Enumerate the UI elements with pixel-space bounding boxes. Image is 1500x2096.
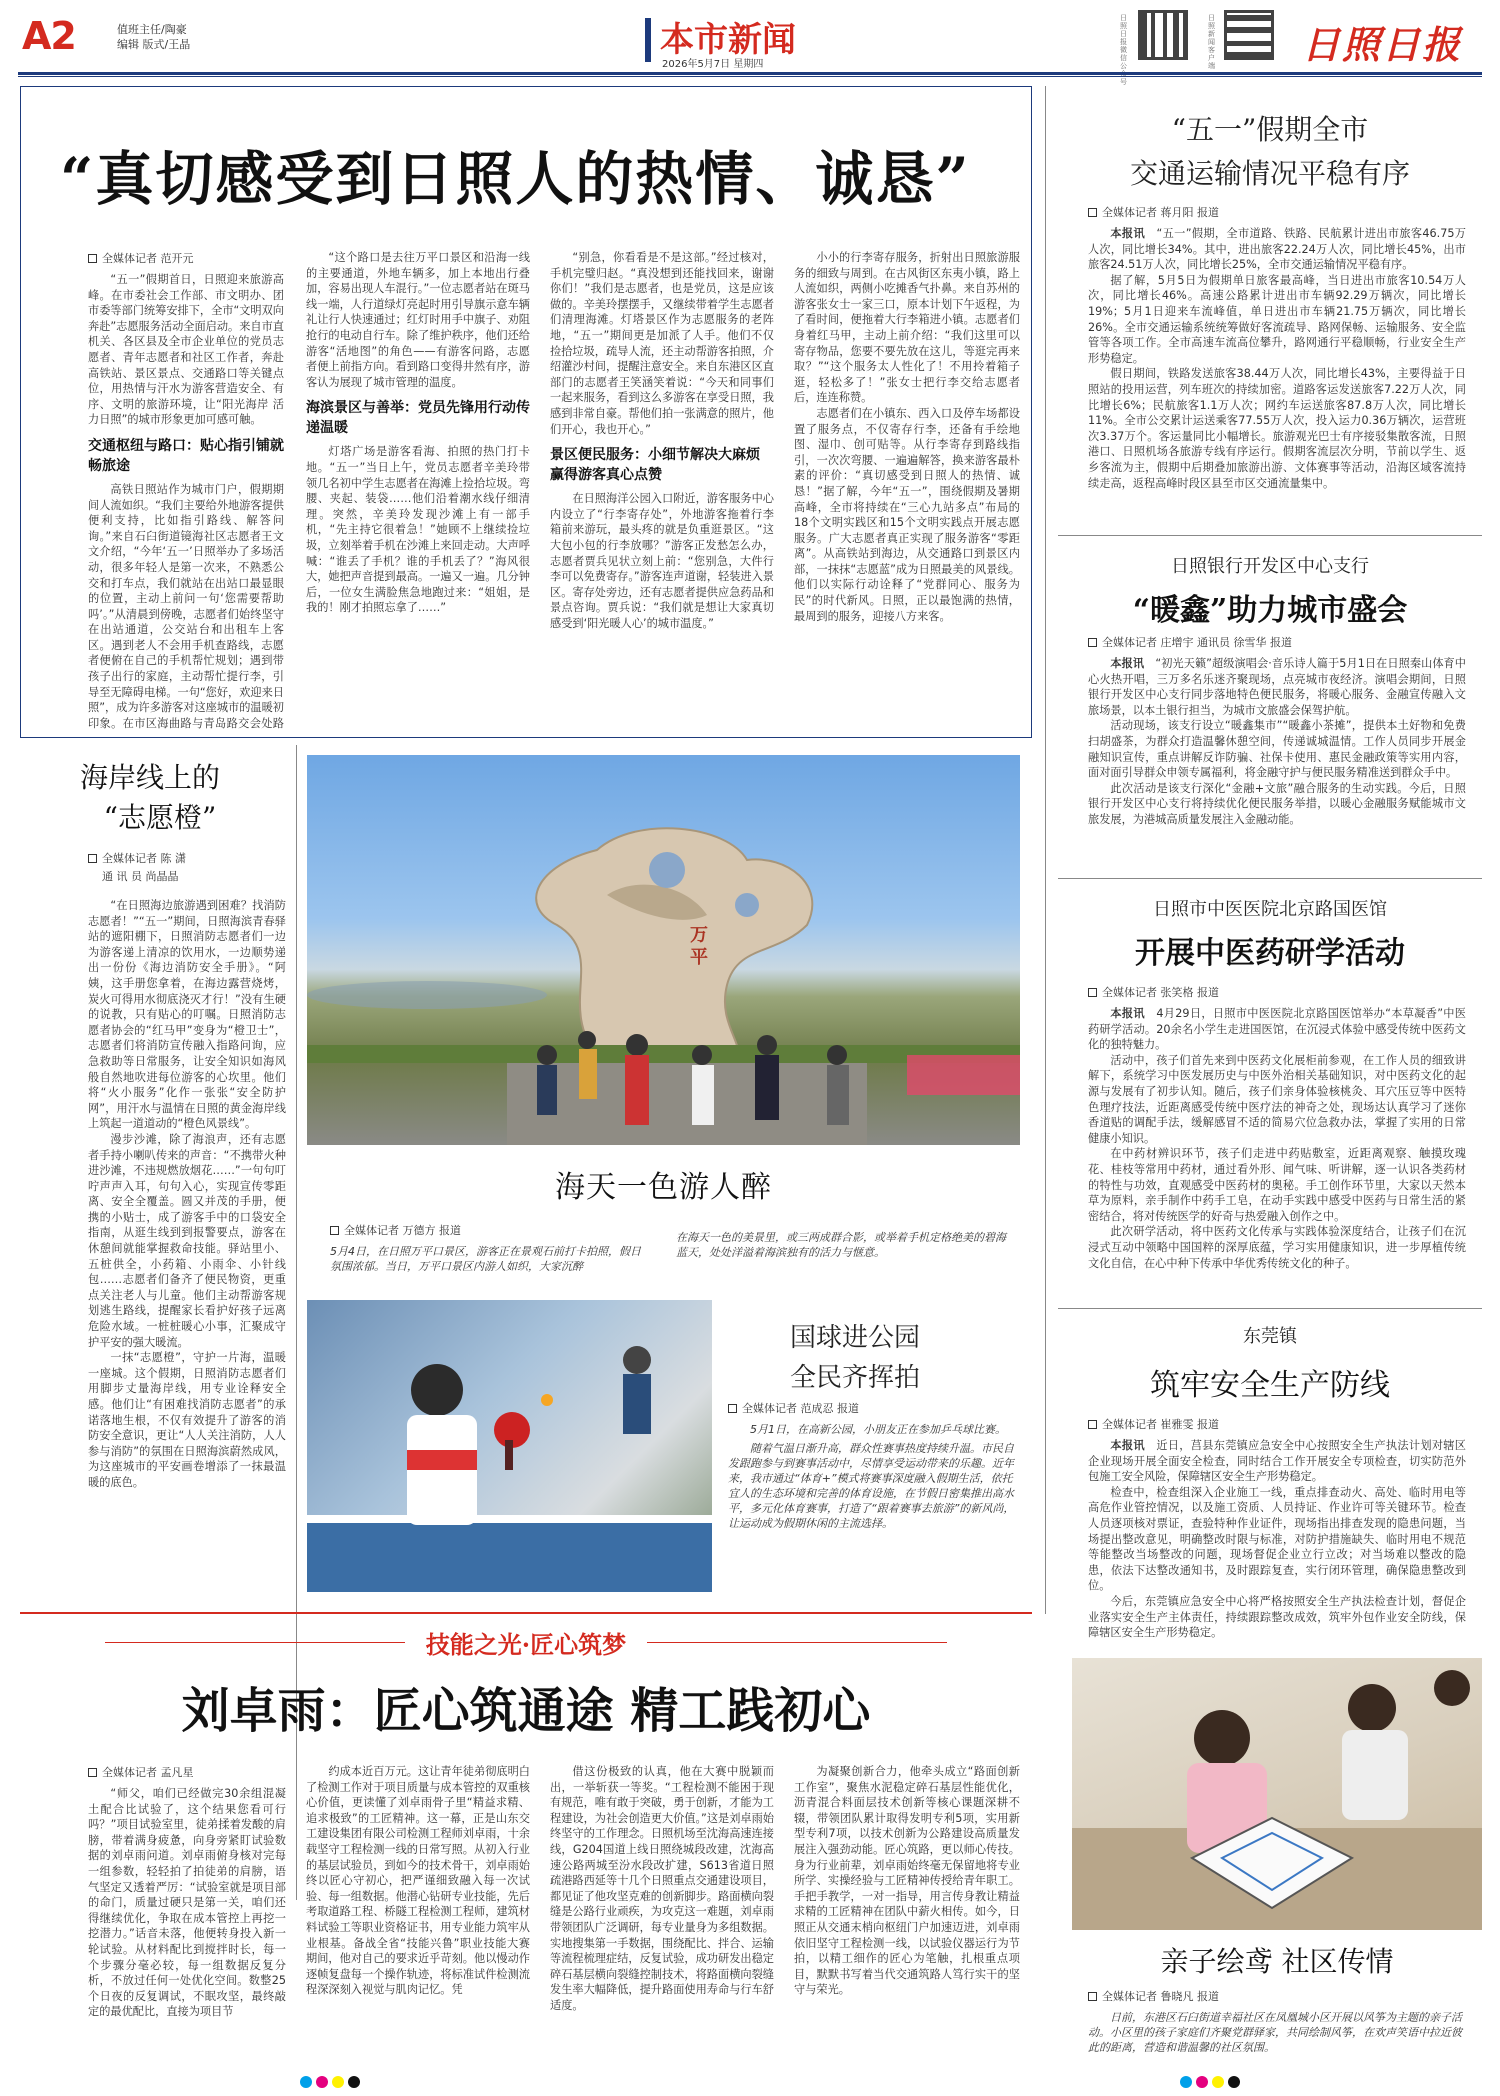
photo-caption: 日前，东港区石臼街道幸福社区在凤凰城小区开展以风筝为主题的亲子活动。小区里的孩子家庭们齐聚党群驿家，共同绘制风筝，在欢声笑语中拉近彼此的距离，营造和谐温馨的社区氛围。 [1088,2011,1462,2054]
lead-column-1 [88,250,284,732]
band-label: 技能之光·匠心筑梦 [425,1630,627,1659]
paragraph: 今后，东莞镇应急安全中心将严格按照安全生产执法检查计划，督促企业落实安全生产主体责任，持续跟踪整改成效，筑牢外包作业安全防线，保障辖区安全生产形势稳定。 [1088,1594,1466,1640]
traffic-byline: 全媒体记者 蒋月阳 报道 [1088,204,1466,220]
registration-marks [1180,2076,1240,2088]
paragraph-text: “五一”假期，全市道路、铁路、民航累计进出市旅客46.75万人次，同比增长34%。其中，进出旅客22.24万人次，同比增长45%，出市旅客24.51万人次，同比增长25%，全市交通运输情况平稳有序。 [1088,227,1466,272]
pingpong-title [735,1318,975,1398]
section-title: 本市新闻 [660,20,796,60]
section-divider [1058,878,1482,879]
kite-text [1088,1988,1468,2055]
page-number: A2 [22,14,76,58]
paragraph: 漫步沙滩，除了海浪声，还有志愿者手持小喇叭传来的声音：“不携带火种进沙滩，不违规燃放烟花……”一句句叮咛声声入耳，句句入心，实现宣传零距离、安全全覆盖。圆又并茂的手册，便携的小贴士，成了游客手中的口袋安全指南，从逛生线到到报警要点，游客在休憩间就能掌握救命技能。驿站里小、五桩供全，小药箱、小雨伞、小针线包……志愿者们备齐了便民物资，更重点关注老人与儿童。他们主动帮游客规划逃生路线，提醒家长看护好孩子远离危险水域。一桩桩暖心小事，汇聚成守护平安的强大暖流。 [88,1132,286,1349]
paragraph: 假日期间，铁路发送旅客38.44万人次，同比增长43%，主要得益于日照站的投用运营，列车班次的持续加密。道路客运发送旅客7.22万人次，同比增长6%；民航旅客1.1万人次；网约车运送旅客87.8万人次，同比增长11%。全市公交累计运送乘客77.55万人次，投入运力0.36万辆次，运营班次3.37万个。客运量同比小幅增长。旅游观光巴士有序接驳集散客流，日照港口、日照机场各旅游专线有序运行。假期客流层次分明，节前以学生、返乡客流为主，假期中后期叠加旅游出游、文体赛事等活动，沿海区域客流持续走高，返程高峰时段区县至市区交通流量集中。 [1088,367,1466,490]
header-rule [18,76,1482,77]
paragraph [1088,656,1466,718]
photo-caption: 5月4日，在日照万平口景区，游客正在景观石前打卡拍照，假日氛围浓郁。当日，万平口景区内游人如织，大家沉醉 [330,1245,641,1273]
tcm-title: 开展中医药研学活动 [1135,936,1405,971]
paragraph: 此次研学活动，将中医药文化传承与实践体验深度结合，让孩子们在沉浸式互动中领略中国国粹的深厚底蕴，学习实用健康知识，进一步厚植传统文化自信，在心中种下传承中华优秀传统文化的种子。 [1088,1225,1466,1270]
lead-column-2 [306,250,530,732]
qr-code-icon [1224,10,1274,60]
title-line: “志愿橙” [103,801,217,834]
title-line: 全民齐挥拍 [789,1363,920,1393]
kite-title: 亲子绘鸢 社区传情 [1160,1945,1394,1978]
craft-title: 刘卓雨：匠心筑通途 精工践初心 [181,1683,871,1739]
volunteer-column [88,850,286,1900]
traffic-title [1060,108,1480,196]
paragraph: “在日照海边旅游遇到困难？找消防志愿者！”“五一”期间，日照海滨青春驿站的遮阳棚下，日照消防志愿者们一边为游客递上清凉的饮用水，一边顺势递出一份份《海边消防安全手册》。“阿姨，这手册您拿着，在海边露营烧烤，炭火可得用水彻底浇灭才行！”没有生硬的说教，只有贴心的叮嘱。日照消防志愿者协会的“红马甲”变身为“橙卫士”，志愿者们将消防宣传融入指路问询，应急救助等日常服务，让安全知识如海风般自然地吹进每位游客的心坎里。他们将“火小服务”化作一张张“安全防护网”，用汗水与温情在日照的黄金海岸线上筑起一道道动的“橙色风景线”。 [88,899,286,1131]
bank-story [1088,634,1466,896]
paragraph: 小小的行李寄存服务，折射出日照旅游服务的细致与周到。在古风街区东夷小镇，路上人流如织，两侧小吃摊香气扑鼻。来自苏州的游客张女士一家三口，原本计划下午返程，为了看时间，便拖着大行李箱进小镇。志愿者们身着红马甲，主动上前介绍：“我们这里可以寄存物品，您要不要先放在这儿，等逛完再来取？”“这个服务太人性化了！不用拎着箱子逛，轻松多了！”张女士把行李交给志愿者后，连连称赞。 [794,251,1020,405]
craft-column-1 [88,1764,286,2082]
qr-label: 日照日报微信公 号 [1120,14,1127,86]
section-bar [645,18,651,62]
header-rule [18,72,1482,75]
safety-title: 筑牢安全生产防线 [1150,1368,1390,1403]
editor-line: 值班主任/陶豪 [117,23,187,36]
qr-label: 日照新闻客户端 [1208,14,1215,70]
craft-band [20,1625,1032,1660]
paragraph: 志愿者们在小镇东、西入口及停车场都设置了服务点，不仅寄存行李，还备有手绘地图、湿巾、创可贴等。从行李寄存到路线指引，一次次弯腰、一遍遍解答，换来游客最朴素的评价：“真切感受到日照人的热情、诚恳！”据了解，今年“五一”，围绕假期及暑期高峰，全市将持续在“三心九站多点”布局的18个文明实践区和15个文明实践点开展志愿服务。广大志愿者真正实现了服务游客“零距离”。从高铁站到海边，从交通路口到景区内部，一抹抹“志愿蓝”成为日照最美的风景线。他们以实际行动诠释了“党群同心、服务为民”的时代新风。日照，正以最饱满的热情，最周到的服务，迎接八方来客。 [794,406,1020,623]
lead-label: 本报讯 [1110,1007,1145,1020]
paragraph-text: 4月29日，日照市中医医院北京路国医馆举办“本草凝香”中医药研学活动。20余名小学生走进国医馆，在沉浸式体验中感受传统中医药文化的独特魅力。 [1088,1007,1466,1052]
paragraph: 一抹“志愿橙”，守护一片海，温暖一座城。这个假期，日照消防志愿者们用脚步丈量海岸线，用专业诠释安全感。他们让“有困难找消防志愿者”的承诺落地生根，不仅有效提升了游客的消防安全意识，更让“人人关注消防，人人参与消防”的氛围在日照海滨蔚然成风，为这座城市的平安画卷增添了一抹最温暖的底色。 [88,1351,286,1489]
stone-engraving: 万平 [690,925,708,968]
bank-title: “暖鑫”助力城市盛会 [1132,593,1408,628]
kite-byline: 全媒体记者 鲁晓凡 报道 [1088,1988,1468,2004]
paragraph: 据了解，5月5日为假期单日旅客最高峰，当日进出市旅客10.54万人次，同比增长46%。高速公路累计进出市车辆92.29万辆次，同比增长19%；5月1日迎来车流峰值，单日进出市车辆21.75万辆次，同比增长26%。全市交通运输系统统筹做好客流疏导、路网保畅、运输服务、安全监管等各项工作。全市高速车流高位攀升，路网通行平稳顺畅，行业安全生产形势稳定。 [1088,273,1466,365]
title-line: “五一”假期全市 [1171,113,1369,146]
registration-marks [300,2076,360,2088]
pingpong-photo [307,1300,712,1592]
safety-byline: 全媒体记者 崔雅雯 报道 [1088,1416,1466,1432]
band-rule [647,1642,947,1643]
volunteer-byline: 通 讯 员 尚晶晶 [102,870,179,883]
qr-code-icon [1138,10,1188,60]
paragraph: 活动中，孩子们首先来到中医药文化展柜前参观，在工作人员的细致讲解下，系统学习中医发展历史与中医外治相关基础知识，对中医药文化的起源与发展有了初步认知。随后，孩子们亲身体验核桃灸、耳穴压豆等中医特色理疗技法，近距离感受传统中医疗法的神奇之处，现场达认真学习了迷你香道贴的调配手法，缓解感冒不适的简易穴位急救办法，掌握了实用的日常健康小知识。 [1088,1053,1466,1145]
title-line: 海岸线上的 [79,761,220,794]
band-rule [105,1642,405,1643]
safety-story [1088,1416,1466,1644]
paragraph: 约成本近百万元。这让青年徒弟彻底明白了检测工作对于项目质量与成本管控的双重核心价值，更读懂了刘卓雨骨子里“精益求精、追求极致”的工匠精神。这一幕，正是山东交工建设集团有限公司检测工程师刘卓雨，十余载坚守工程检测一线的日常写照。从初入行业的基层试验员，到如今的技术骨干，刘卓雨始终以匠心守初心，把严谨细致融入每一次试验、每一组数据。他潜心钻研专业技能，先后考取道路工程、桥隧工程检测工程师，建筑材料试验工等职业资格证书，用专业能力筑牢从业根基。备战全省“技能兴鲁”职业技能大赛期间，他对自己的要求近乎苛刻。他以慢动作逐帧复盘每一个操作轨迹，将标准试件检测流程深深刻入视觉与肌肉记忆。凭 [306,1765,530,1997]
paragraph-text: 近日，莒县东莞镇应急安全中心按照安全生产执法计划对辖区企业现场开展全面安全检查，同时结合工作开展安全专项检查，切实防范外包施工安全风险，保障辖区安全生产形势稳定。 [1088,1439,1466,1484]
paragraph-text: “初光天籁”超级演唱会·音乐诗人篇于5月1日在日照秦山体育中心火热开唱，三万多名乐迷齐聚现场，点亮城市夜经济。演唱会期间，日照银行开发区中心支行同步落地特色便民服务，将暖心服务、金融宣传融入文旅场景，以本土银行担当，为城市文旅盛会保驾护航。 [1088,657,1466,717]
paragraph: 为凝聚创新合力，他牵头成立“路面创新工作室”，聚焦水泥稳定碎石基层性能优化，沥青混合料面层技术创新等核心课题深耕不辍，带领团队累计取得发明专利5项，实用新型专利7项，以技术创新为公路建设高质量发展注入强劲动能。匠心筑路，更以师心传技。身为行业前辈，刘卓雨始终毫无保留地将专业所学、实操经验与工匠精神传授给青年职工。手把手教学，一对一指导，用言传身教让精益求精的工匠精神在团队中薪火相传。如今，日照正从交通末梢向枢纽门户加速迈进，刘卓雨依旧坚守工程检测一线，以试验仪器运行为节拍，以精工细作的匠心为笔触，扎根重点项目，默默书写着当代交通筑路人笃行实干的坚守与荣光。 [794,1765,1020,1997]
lead-subhead: 交通枢纽与路口：贴心指引铺就畅旅途 [88,437,284,474]
section-divider [1058,535,1482,536]
main-photo-title: 海天一色游人醉 [555,1170,772,1205]
tcm-kicker: 日照市中医医院北京路国医馆 [1153,899,1387,920]
craft-column-4 [794,1764,1020,2082]
title-line: 交通运输情况平稳有序 [1129,157,1410,190]
paragraph: 高铁日照站作为城市门户，假期期间人流如织。“我们主要给外地游客提供便利支持，比如指引路线、解答问询。”来自石臼街道镜海社区志愿者王文文介绍，“今年‘五一’日照举办了多场活动，很多年轻人是第一次来，不熟悉公交和打车点，我们就站在出站口最显眼的位置，主动上前问一句‘您需要帮助吗’。”从清晨到傍晚，志愿者们始终坚守在出站通道，公交站台和出租车上客区。遇到老人不会用手机查路线，志愿者便俯在自己的手机帮忙规划；遇到带孩子出行的家庭，主动帮忙提行李，引导至无障碍电梯。一句“您好，欢迎来日照”，成为许多游客对这座城市的温暖初印象。在市区海曲路与青岛路交会处路 [88,482,284,730]
lead-subhead: 景区便民服务：小细节解决大麻烦 赢得游客真心点赞 [550,447,760,484]
lead-label: 本报讯 [1110,227,1145,240]
volunteer-byline: 全媒体记者 陈 潇 [88,850,286,866]
paragraph: 借这份极致的认真，他在大赛中脱颖而出，一举斩获一等奖。“工程检测不能困于现有规范，唯有敢于突破，勇于创新，才能为工程建设，为社会创造更大价值。”这是刘卓雨始终坚守的工作理念。日照机场至沈海高速连接线，G204国道上线日照绕城段改建，沈海高速公路两城至汾水段改扩建，S613省道日照疏港路西延等十几个日照重点交通建设项目，都见证了他攻坚克难的创新脚步。路面横向裂缝是公路行业顽疾，为攻克这一难题，刘卓雨带领团队广泛调研，每专业量身为多组数据。实地搜集第一手数据，围绕配比、拌合、运输等流程梳理症结，反复试验，成功研发出稳定碎石基层横向裂缝控制技术，将路面横向裂缝发生率大幅降低，提升路面使用寿命与行车舒适度。 [550,1765,774,2012]
editor-info [117,22,190,52]
lead-subhead: 海滨景区与善举：党员先锋用行动传递温暖 [306,400,530,437]
tcm-story [1088,984,1466,1304]
main-photo [307,755,1020,1145]
lead-label: 本报讯 [1110,657,1145,670]
paragraph: 在日照海洋公园入口附近，游客服务中心内设立了“行李寄存处”，外地游客拖着行李箱前来游玩，最头疼的就是负重逛景区。“这大包小包的行李放哪？”游客正发愁怎么办，志愿者贾兵见状立刻上前：“您别急，大件行李可以免费寄存。”游客连声道谢，轻装进入景区。寄存处旁边，还有志愿者提供应急药品和景点咨询。贾兵说：“我们就是想让大家真切感受到‘阳光暖人心’的城市温度。” [550,492,774,630]
safety-kicker: 东莞镇 [1243,1326,1297,1347]
paragraph [1088,226,1466,273]
paragraph: 活动现场，该支行设立“暖鑫集市”“暖鑫小茶摊”，提供本土好物和免费扫胡盛茶，为群众打造温馨休憩空间，传递诚城温情。工作人员同步开展金融知识宣传，重点讲解反诈防骗、社保卡使用、惠民金融政策等实用内容，面对面引导群众申领专属福利，将金融守护与便民服务精准送到群众手中。 [1088,719,1466,780]
lead-byline: 全媒体记者 范开元 [88,250,284,266]
kite-photo [1072,1658,1482,1930]
photo-caption: 随着气温日渐升高，群众性赛事热度持续升温。市民自发跟跑参与到赛事活动中，尽情享受运动带来的乐趣。近年来，我市通过“体育+”模式将赛事深度融入假期生活，依托宜人的生态环境和完善的体育设施，在节假日密集推出高水平，多元化体育赛事，打造了“跟着赛事去旅游”的新风尚，让运动成为假期休闲的主流选择。 [728,1442,1015,1530]
volunteer-title [60,758,240,838]
craft-column-2 [306,1764,530,2082]
pingpong-illustration [307,1300,712,1592]
traffic-story [1088,204,1466,524]
section-divider [1058,1308,1482,1309]
paragraph [1088,1438,1466,1485]
pingpong-byline: 全媒体记者 范成忍 报道 [728,1400,1018,1416]
tcm-byline: 全媒体记者 张笑格 报道 [1088,984,1466,1000]
title-line: 国球进公园 [789,1323,920,1353]
issue-date: 2026年5月7日 星期四 [662,59,764,70]
craft-column-3 [550,1764,774,2082]
lead-title: “真切感受到日照人的热情、诚恳” [60,145,971,213]
main-photo-caption-right: 在海天一色的美景里，或三两成群合影，或举着手机定格绝美的碧海蓝天，处处洋溢着海滨独有的活力与惬意。 [676,1231,1006,1259]
paragraph [1088,1006,1466,1053]
lead-column-4 [794,250,1020,732]
column-divider [1045,86,1046,1614]
paragraph: 灯塔广场是游客看海、拍照的热门打卡地。“五一”当日上午，党员志愿者辛美玲带领几名初中学生志愿者在海滩上捡拾垃圾。弯腰、夹起、装袋……他们沿着潮水线仔细清理。突然，辛美玲发现沙滩上有一部手机，“先主持它很着急！”她顾不上继续捡垃圾，立刻举着手机在沙滩上来回走动。大声呼喊：“谁丢了手机？谁的手机丢了？”海风很大，她把声音提到最高。一遍又一遍。几分钟后，一位女生满脸焦急地跑过来：“姐姐，是我的！刚才拍照忘拿了……” [306,445,530,615]
bank-kicker: 日照银行开发区中心支行 [1171,556,1369,577]
main-photo-caption-left [330,1222,648,1274]
editor-line: 编辑 版式/王晶 [117,38,191,51]
bank-byline: 全媒体记者 庄增宇 通讯员 徐雪华 报道 [1088,634,1466,650]
paragraph: “师父，咱们已经做完30余组混凝土配合比试验了，这个结果您看可行吗？”项目试验室里，徒弟揉着发酸的肩膀，带着满身疲惫，向身旁紧盯试验数据的刘卓雨问道。刘卓雨俯身核对完每一组参数，轻轻拍了拍徒弟的肩膀，语气坚定又透着严厉：“试验室就是项目部的命门，质量过硬只是第一关，咱们还得继续优化，争取在成本管控上再挖一挖潜力。”话音未落，他便转身投入新一轮试验。从材料配比到搅拌时长，每一个步骤分毫必较，每一组数据反复分析，不放过任何一处优化空间。数整25个日夜的反复调试，不眠攻坚，最终敲定的最优配比，直接为项目节 [88,1787,286,2019]
pingpong-text [728,1400,1018,1531]
paragraph: “五一”假期首日，日照迎来旅游高峰。在市委社会工作部、市文明办、团市委等部门统筹安排下，全市“文明双向奔赴”志愿服务活动全面启动。来自市直机关、各区县及全市企业单位的党员志愿者、青年志愿者和社区工作者，奔赴高铁站、景区景点、交通路口等关键点位，用热情与汗水为游客营造安全、有序、文明的旅游环境，让“阳光海岸 活力日照”的城市形象更加可感可触。 [88,273,284,427]
craft-byline: 全媒体记者 孟凡星 [88,1764,286,1780]
paragraph: 此次活动是该支行深化“金融+文旅”融合服务的生动实践。今后，日照银行开发区中心支行将持续优化便民服务举措，以暖心金融服务赋能城市文旅发展，为港城高质量发展注入金融动能。 [1088,781,1466,826]
scenic-stone-illustration [307,755,1020,1145]
lead-column-3 [550,250,774,732]
masthead-logo: 日照日报 [1302,22,1463,67]
section-divider [20,1612,1032,1614]
paragraph: “别急，你看看是不是这部。”经过核对，手机完璧归赵。“真没想到还能找回来，谢谢你们！”我们是志愿者，也是党员，这是应该做的。辛美玲摆摆手，又继续带着学生志愿者们清理海滩。灯塔景区作为志愿服务的老阵地，“五一”期间更是加派了人手。他们不仅捡拾垃圾，疏导人流，还主动帮游客拍照，介绍灌沙村间，提醒注意安全。来自东港区区直部门的志愿者王笑涵笑着说：“今天和同事们一起来服务，看到这么多游客在享受日照，我感到非常自豪。帮他们拍一张满意的照片，他们开心，我也开心。” [550,251,774,436]
kite-illustration [1072,1658,1482,1930]
paragraph: 检查中，检查组深入企业施工一线，重点排查动火、高处、临时用电等高危作业管控情况，以及施工资质、人员持证、作业许可等关键环节。检查人员逐项核对票证，查验特种作业证件，现场指出排查发现的隐患问题，当场提出整改意见，明确整改时限与标准，对防护措施缺失、临时用电不规范等能整改当场整改的问题，现场督促企业立行立改；对当场难以整改的隐患，依法下达整改通知书，及时跟踪复查，实行闭环管理，确保隐患整改到位。 [1088,1485,1466,1593]
photo-caption: 5月1日，在高新公园，小朋友正在参加乒乓球比赛。 [750,1423,1006,1436]
photo-byline: 全媒体记者 万德方 报道 [330,1222,648,1238]
paragraph: 在中药材辨识环节，孩子们走进中药贴敷室，近距离观察、触摸玫瑰花、桂枝等常用中药材，通过看外形、闻气味、听讲解，逐一认识各类药材的特性与功效，直观感受中医药材的奥秘。手工创作环节里，大家以天然本草为原料，亲手制作中药手工皂，在动手实践中感受中医药与日常生活的紧密结合，将对传统医学的好奇与热爱融入创作之中。 [1088,1147,1466,1223]
paragraph: “这个路口是去往万平口景区和沿海一线的主要通道，外地车辆多，加上本地出行叠加，容易出现人车混行。”一位志愿者站在斑马线一端，人行道绿灯亮起时用引导旗示意车辆礼让行人快速通过；红灯时用手中旗子、劝阻抢行的电动自行车。除了维护秩序，他们还给游客“活地图”的角色——有游客问路，志愿者便上前指方向。看到路口变得井然有序，游客认为展现了城市管理的温度。 [306,251,530,389]
lead-label: 本报讯 [1110,1439,1145,1452]
